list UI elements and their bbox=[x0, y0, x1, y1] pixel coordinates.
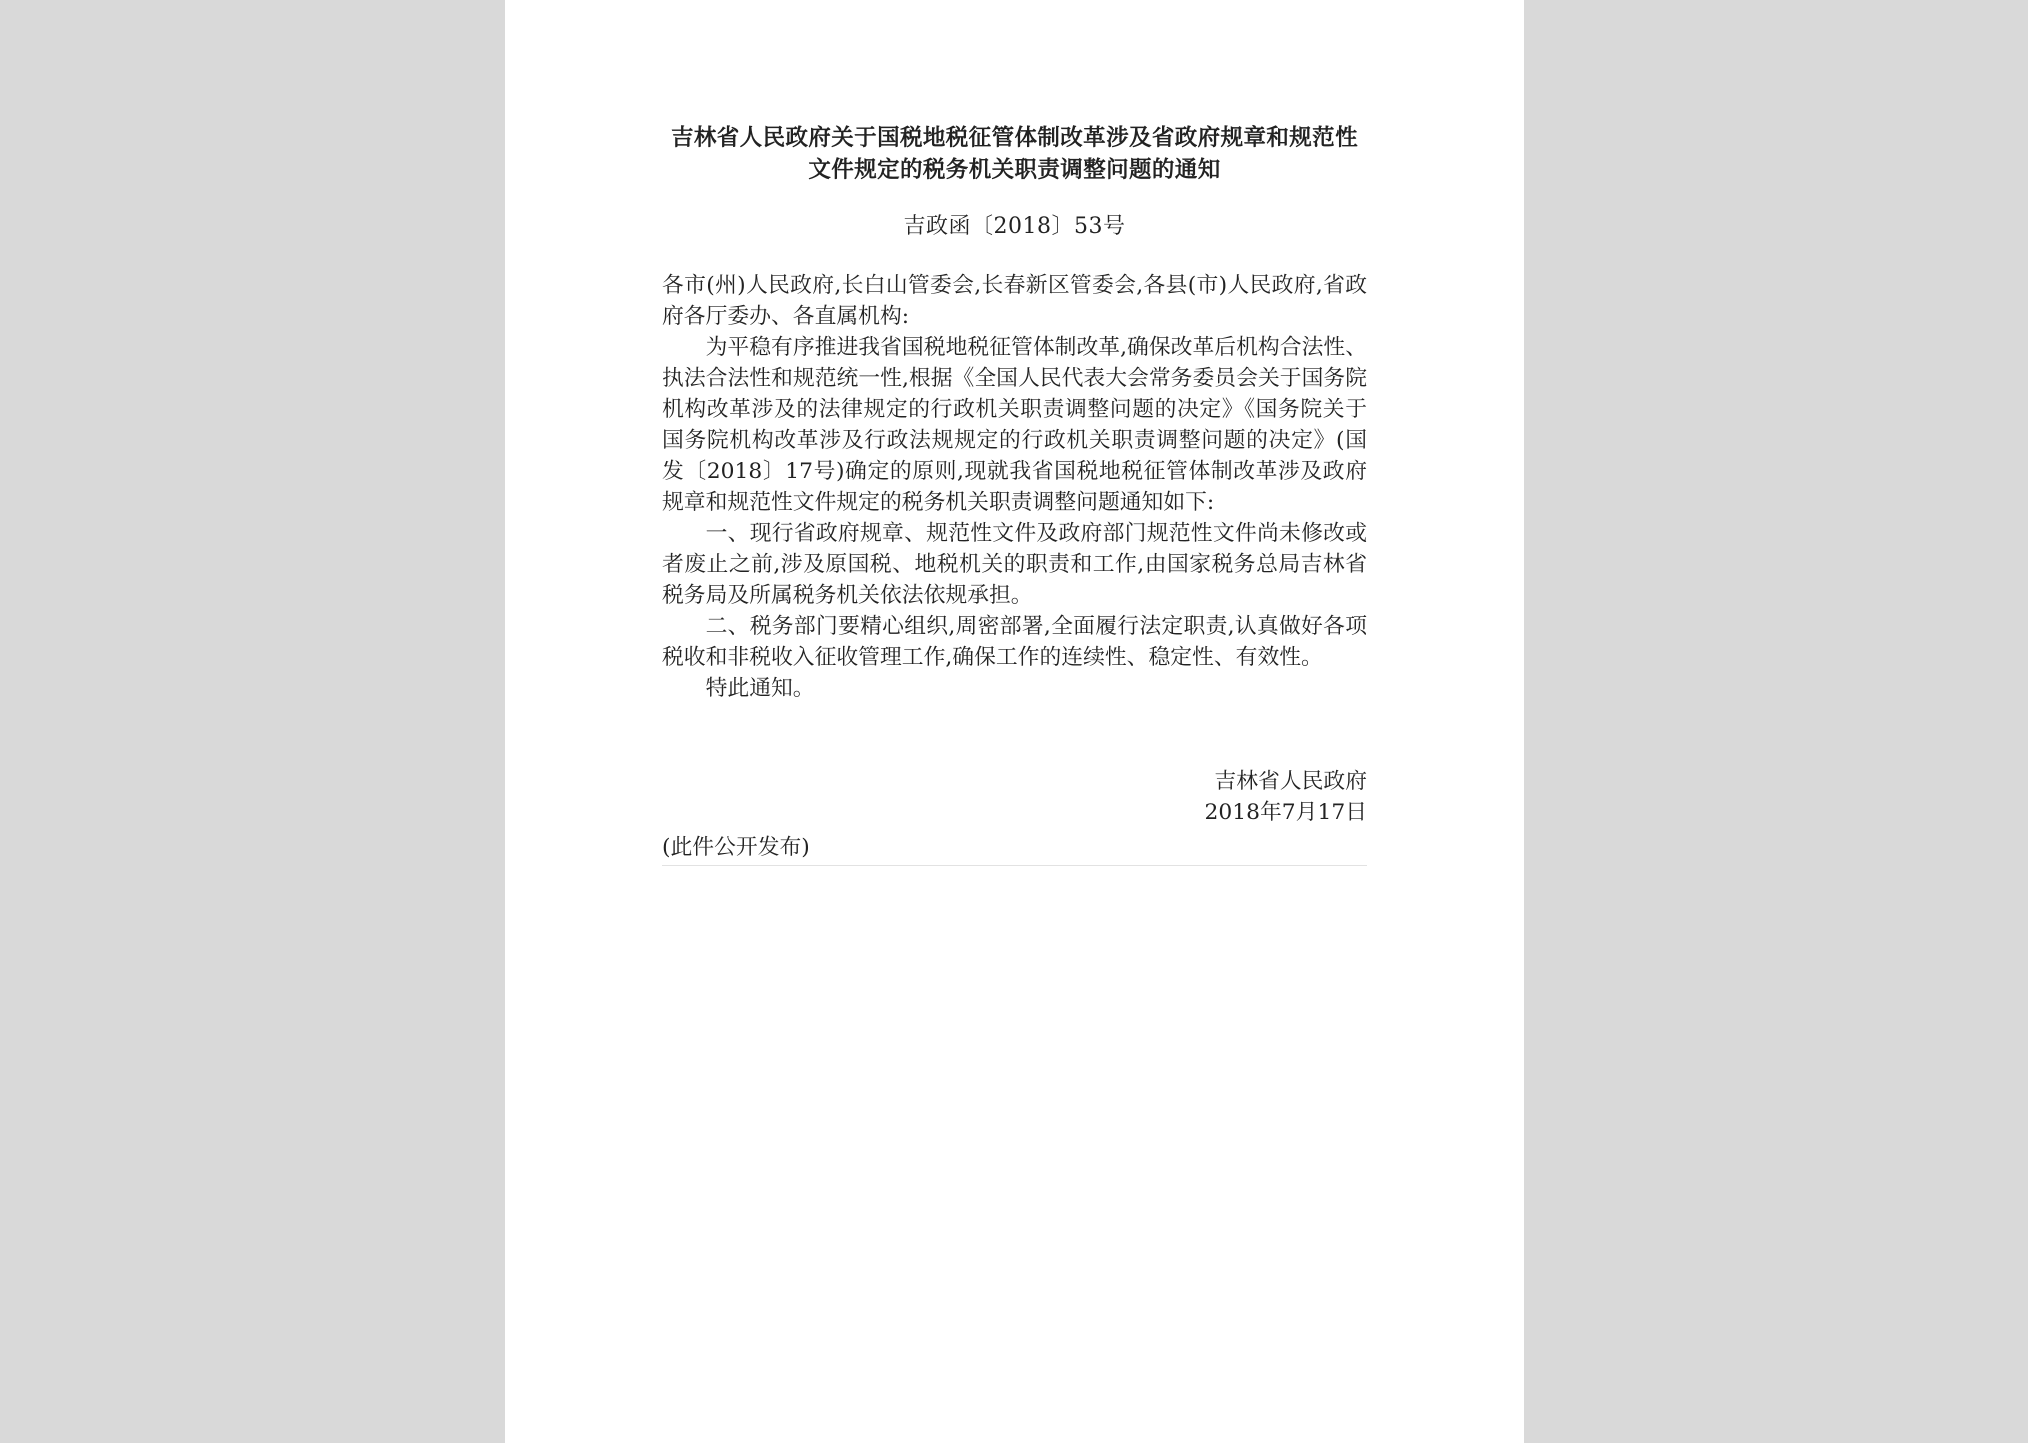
paragraph-intro: 为平稳有序推进我省国税地税征管体制改革,确保改革后机构合法性、执法合法性和规范统一性,根据《全国人民代表大会常务委员会关于国务院机构改革涉及的法律规定的行政机关职责调整问题的决定》《国务院关于国务院机构改革涉及行政法规规定的行政机关职责调整问题的决定》(国发〔2018〕17号)确定的原则,现就我省国税地税征管体制改革涉及政府规章和规范性文件规定的税务机关职责调整问题通知如下: bbox=[662, 335, 1367, 515]
paragraph-closing: 特此通知。 bbox=[705, 676, 815, 701]
document-body bbox=[662, 270, 1367, 704]
issue-date: 2018年7月17日 bbox=[1204, 800, 1367, 825]
addressee: 各市(州)人民政府,长白山管委会,长春新区管委会,各县(市)人民政府,省政府各厅委办、各直属机构: bbox=[662, 273, 1367, 329]
document-title: 吉林省人民政府关于国税地税征管体制改革涉及省政府规章和规范性文件规定的税务机关职责调整问题的通知 bbox=[670, 125, 1358, 183]
paragraph-item-2: 二、税务部门要精心组织,周密部署,全面履行法定职责,认真做好各项税收和非税收入征收管理工作,确保工作的连续性、稳定性、有效性。 bbox=[662, 614, 1367, 670]
document-number: 吉政函〔2018〕53号 bbox=[903, 214, 1126, 239]
public-release-note: (此件公开发布) bbox=[662, 832, 1367, 866]
document-content bbox=[662, 122, 1367, 866]
document-page bbox=[505, 0, 1524, 1443]
paragraph-item-1: 一、现行省政府规章、规范性文件及政府部门规范性文件尚未修改或者废止之前,涉及原国税、地税机关的职责和工作,由国家税务总局吉林省税务局及所属税务机关依法依规承担。 bbox=[662, 521, 1367, 608]
signature-block bbox=[662, 766, 1367, 828]
issuer: 吉林省人民政府 bbox=[1214, 769, 1367, 794]
